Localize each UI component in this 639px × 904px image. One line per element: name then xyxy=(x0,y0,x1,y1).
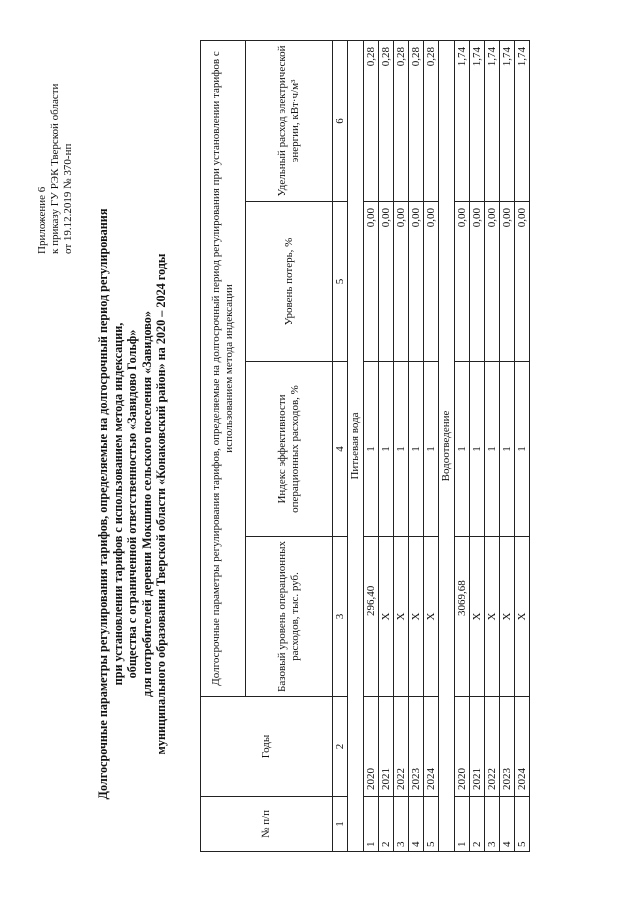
table-row xyxy=(424,40,439,851)
base-opex-cell: 3069,68 xyxy=(455,537,470,697)
tariff-parameters-table xyxy=(200,40,530,852)
loss-level-cell: 0,00 xyxy=(500,202,515,362)
base-opex-cell: X xyxy=(424,537,439,697)
column-number: 2 xyxy=(333,697,348,797)
table-row xyxy=(470,40,485,851)
efficiency-index-cell: 1 xyxy=(394,362,409,537)
year-cell: 2023 xyxy=(500,697,515,797)
specific-energy-cell: 1,74 xyxy=(455,40,470,201)
base-opex-cell: X xyxy=(409,537,424,697)
table-row xyxy=(485,40,500,851)
efficiency-index-cell: 1 xyxy=(455,362,470,537)
row-number-cell: 1 xyxy=(455,797,470,852)
year-cell: 2022 xyxy=(394,697,409,797)
efficiency-index-cell: 1 xyxy=(515,362,530,537)
title-line: Долгосрочные параметры регулирования тарифов, определяемые на долгосрочный период регулирования xyxy=(96,208,110,800)
base-opex-cell: X xyxy=(515,537,530,697)
loss-level-cell: 0,00 xyxy=(485,202,500,362)
base-opex-cell: X xyxy=(485,537,500,697)
header-years: Годы xyxy=(201,697,333,797)
title-line: общества с ограниченной ответственностью «Завидово Гольф» xyxy=(125,329,140,679)
title-line: муниципального образования Тверской области «Конаковский район» на 2020 – 2024 годы xyxy=(154,253,169,755)
loss-level-cell: 0,00 xyxy=(515,202,530,362)
header-base-opex: Базовый уровень операционных расходов, тыс. руб. xyxy=(246,537,333,697)
loss-level-cell: 0,00 xyxy=(379,202,394,362)
table-row xyxy=(515,40,530,851)
table-row xyxy=(394,40,409,851)
table-row xyxy=(409,40,424,851)
efficiency-index-cell: 1 xyxy=(485,362,500,537)
row-number-cell: 5 xyxy=(424,797,439,852)
row-number-cell: 1 xyxy=(364,797,379,852)
specific-energy-cell: 1,74 xyxy=(470,40,485,201)
header-parameters-group: Долгосрочные параметры регулирования тарифов, определяемые на долгосрочный период регулирования при установлении тарифов с использованием метода индексации xyxy=(201,40,246,696)
row-number-cell: 4 xyxy=(500,797,515,852)
header-loss-level: Уровень потерь, % xyxy=(246,202,333,362)
efficiency-index-cell: 1 xyxy=(500,362,515,537)
appendix-line: к приказу ГУ РЭК Тверской области xyxy=(49,83,61,254)
specific-energy-cell: 1,74 xyxy=(485,40,500,201)
table-body xyxy=(333,40,530,851)
appendix-note xyxy=(36,14,75,254)
base-opex-cell: X xyxy=(500,537,515,697)
title-line: для потребителей деревни Мокшино сельского поселения «Завидово» xyxy=(139,311,154,697)
column-number: 3 xyxy=(333,537,348,697)
loss-level-cell: 0,00 xyxy=(424,202,439,362)
column-number: 6 xyxy=(333,40,348,201)
table-row xyxy=(455,40,470,851)
year-cell: 2021 xyxy=(379,697,394,797)
section-header-row xyxy=(439,40,455,851)
year-cell: 2020 xyxy=(455,697,470,797)
section-title: Питьевая вода xyxy=(348,40,364,851)
specific-energy-cell: 1,74 xyxy=(500,40,515,201)
year-cell: 2021 xyxy=(470,697,485,797)
appendix-line: от 19.12.2019 № 370-нп xyxy=(62,143,74,254)
column-numbers-row xyxy=(333,40,348,851)
specific-energy-cell: 0,28 xyxy=(379,40,394,201)
year-cell: 2022 xyxy=(485,697,500,797)
loss-level-cell: 0,00 xyxy=(409,202,424,362)
year-cell: 2024 xyxy=(515,697,530,797)
row-number-cell: 4 xyxy=(409,797,424,852)
efficiency-index-cell: 1 xyxy=(424,362,439,537)
loss-level-cell: 0,00 xyxy=(364,202,379,362)
table-row xyxy=(500,40,515,851)
header-specific-energy: Удельный расход электрической энергии, кВт·ч/м³ xyxy=(246,40,333,201)
year-cell: 2023 xyxy=(409,697,424,797)
loss-level-cell: 0,00 xyxy=(455,202,470,362)
column-number: 1 xyxy=(333,797,348,852)
row-number-cell: 3 xyxy=(485,797,500,852)
title-line: при установлении тарифов с использованием метода индексации, xyxy=(110,322,125,686)
base-opex-cell: X xyxy=(394,537,409,697)
base-opex-cell: 296,40 xyxy=(364,537,379,697)
base-opex-cell: X xyxy=(379,537,394,697)
header-efficiency-index: Индекс эффективности операционных расходов, % xyxy=(246,362,333,537)
row-number-cell: 5 xyxy=(515,797,530,852)
base-opex-cell: X xyxy=(470,537,485,697)
row-number-cell: 3 xyxy=(394,797,409,852)
year-cell: 2020 xyxy=(364,697,379,797)
specific-energy-cell: 0,28 xyxy=(364,40,379,201)
row-number-cell: 2 xyxy=(470,797,485,852)
efficiency-index-cell: 1 xyxy=(379,362,394,537)
specific-energy-cell: 0,28 xyxy=(409,40,424,201)
appendix-line: Приложение 6 xyxy=(36,186,48,254)
specific-energy-cell: 0,28 xyxy=(394,40,409,201)
column-number: 4 xyxy=(333,362,348,537)
column-number: 5 xyxy=(333,202,348,362)
specific-energy-cell: 1,74 xyxy=(515,40,530,201)
table-row xyxy=(364,40,379,851)
loss-level-cell: 0,00 xyxy=(394,202,409,362)
document-title xyxy=(96,164,169,844)
header-row-number: № п/п xyxy=(201,797,333,852)
efficiency-index-cell: 1 xyxy=(409,362,424,537)
section-header-row xyxy=(348,40,364,851)
efficiency-index-cell: 1 xyxy=(470,362,485,537)
year-cell: 2024 xyxy=(424,697,439,797)
table-row xyxy=(379,40,394,851)
efficiency-index-cell: 1 xyxy=(364,362,379,537)
specific-energy-cell: 0,28 xyxy=(424,40,439,201)
row-number-cell: 2 xyxy=(379,797,394,852)
section-title: Водоотведение xyxy=(439,40,455,851)
loss-level-cell: 0,00 xyxy=(470,202,485,362)
